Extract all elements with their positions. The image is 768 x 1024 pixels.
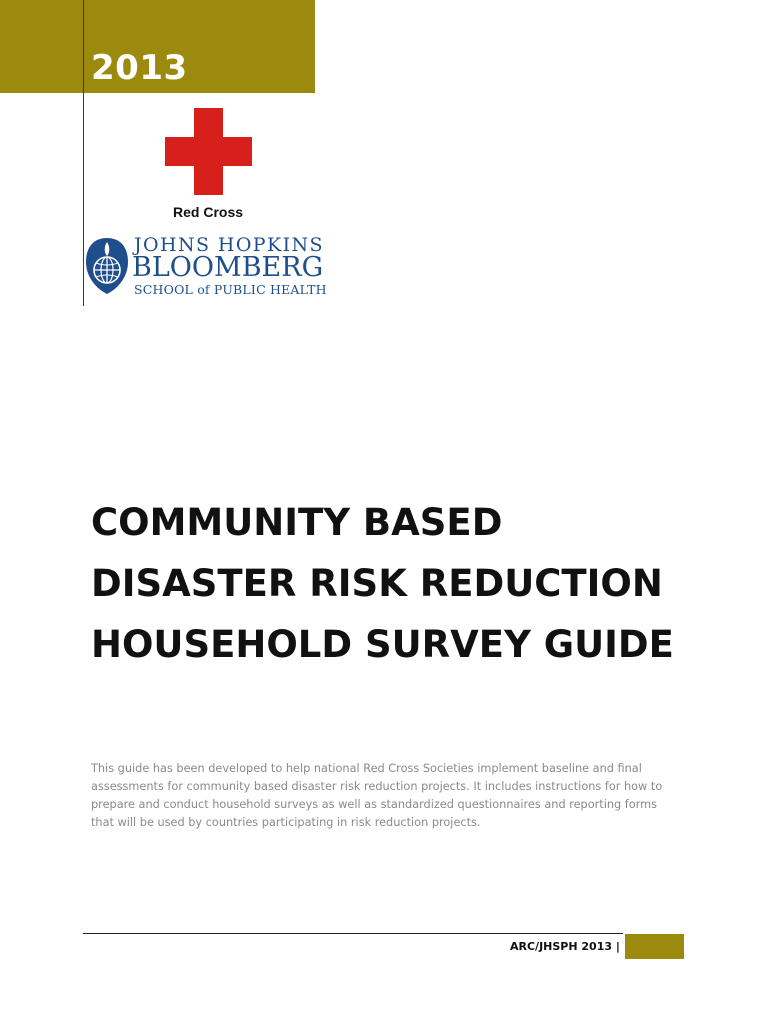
title-line: HOUSEHOLD SURVEY GUIDE — [91, 623, 674, 666]
university-seal-icon — [85, 236, 129, 296]
vertical-divider — [83, 0, 84, 306]
footer-text: ARC/JHSPH 2013 | — [510, 940, 620, 953]
footer-rule — [83, 933, 623, 934]
red-cross-label: Red Cross — [173, 204, 244, 220]
cover-year: 2013 — [91, 48, 188, 88]
document-title — [91, 492, 731, 675]
footer-accent-box — [625, 934, 684, 959]
red-cross-icon — [165, 108, 252, 195]
title-line: DISASTER RISK REDUCTION — [91, 562, 663, 605]
description-line: This guide has been developed to help national Red Cross Societies implement baseline and final — [91, 762, 642, 775]
document-description — [91, 760, 681, 832]
jhsph-logo-line1: JOHNS HOPKINS — [134, 234, 324, 256]
description-line: that will be used by countries participating in risk reduction projects. — [91, 816, 481, 829]
description-line: assessments for community based disaster risk reduction projects. It includes instructions for how to — [91, 780, 663, 793]
jhsph-logo-line3: SCHOOL of PUBLIC HEALTH — [134, 282, 327, 297]
jhsph-logo-line2: BLOOMBERG — [132, 252, 324, 283]
description-line: prepare and conduct household surveys as well as standardized questionnaires and reporting forms — [91, 798, 657, 811]
title-line: COMMUNITY BASED — [91, 501, 503, 544]
